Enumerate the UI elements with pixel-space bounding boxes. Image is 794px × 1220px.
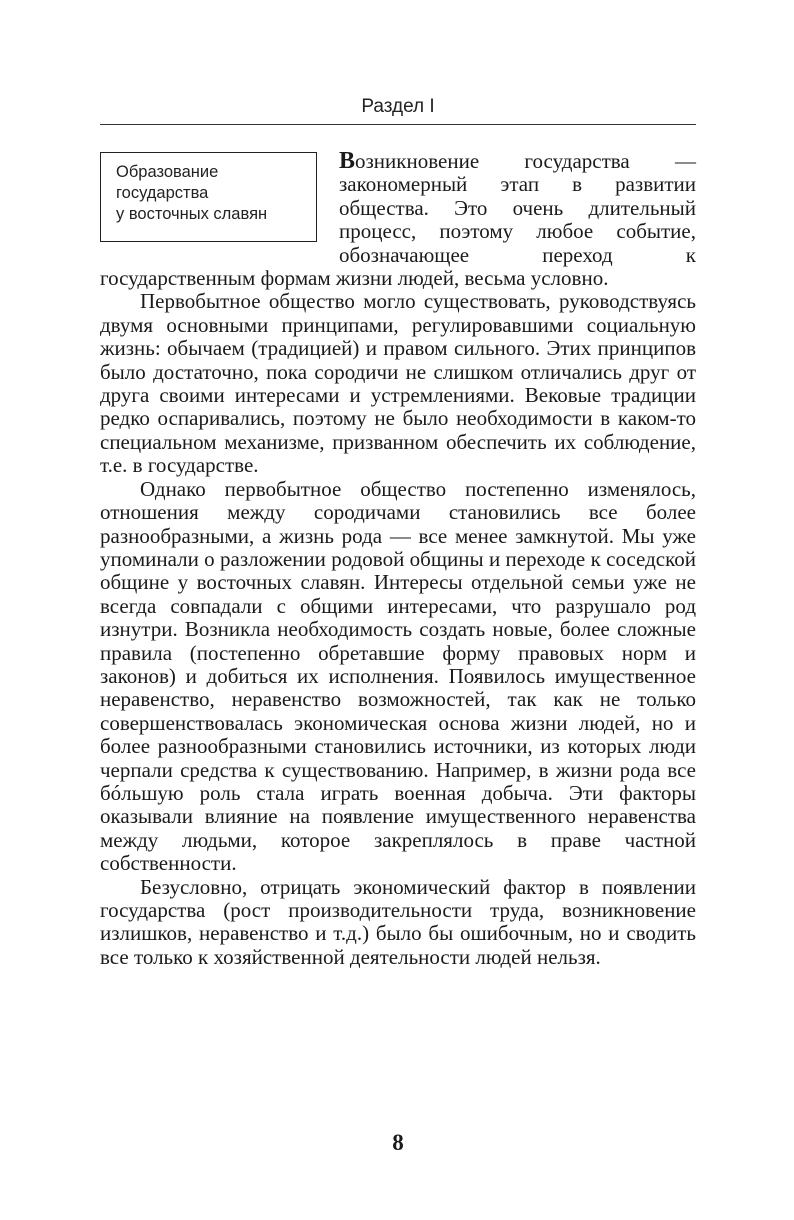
page-number: 8 (392, 1130, 404, 1155)
running-header: Раздел I (361, 96, 435, 117)
sidebar-note-line: Образование (116, 163, 219, 181)
sidebar-note-box (100, 152, 317, 242)
paragraph-4: Безусловно, отрицать экономический фактор в появлении государства (рост производительности труда, возникновение излишков, неравенство и т.д.) было бы ошибочным, но и сводить все только к хозяйственной деятельности людей нельзя. (100, 874, 696, 969)
sidebar-note-line: у восточных славян (116, 205, 268, 223)
paragraph-text: озникновение государства — закономерный этап в развитии общества. Это очень длительный процесс, поэтому любое событие, обозначающее переход к государственным формам жизни людей, весьма условно. (100, 149, 696, 291)
paragraph-1 (100, 150, 696, 290)
body-text (100, 150, 696, 969)
paragraph-2: Первобытное общество могло существовать, руководствуясь двумя основными принципами, регулировавшими социальную жизнь: обычаем (традицией) и правом сильного. Этих принципов было достаточно, пока сородичи не слишком отличались друг от друга своими интересами и устремлениями. Вековые традиции редко оспаривались, поэтому не было необходимости в каком-то специальном механизме, призванном обеспечить их соблюдение, т.е. в государстве. (100, 289, 696, 478)
paragraph-3: Однако первобытное общество постепенно изменялось, отношения между сородичами становились все более разнообразными, а жизнь рода — все менее замкнутой. Мы уже упоминали о разложении родовой общины и переходе к соседской общине у восточных славян. Интересы отдельной семьи уже не всегда совпадали с общими интересами, что разрушало род изнутри. Возникла необходимость создать новые, более сложные правила (постепенно обретавшие форму правовых норм и законов) и добиться их исполнения. Появилось имущественное неравенство, неравенство возможностей, так как не только совершенствовалась экономическая основа жизни людей, но и более разнообразными становились источники, из которых люди черпали средства к существованию. Например, в жизни рода все бóльшую роль стала играть военная добыча. Эти факторы оказывали влияние на появление имущественного неравенства между людьми, которое закреплялось в праве частной собственности. (100, 476, 696, 876)
drop-cap-letter: В (339, 148, 356, 174)
header-rule (100, 124, 696, 125)
sidebar-note-line: государства (116, 184, 209, 202)
